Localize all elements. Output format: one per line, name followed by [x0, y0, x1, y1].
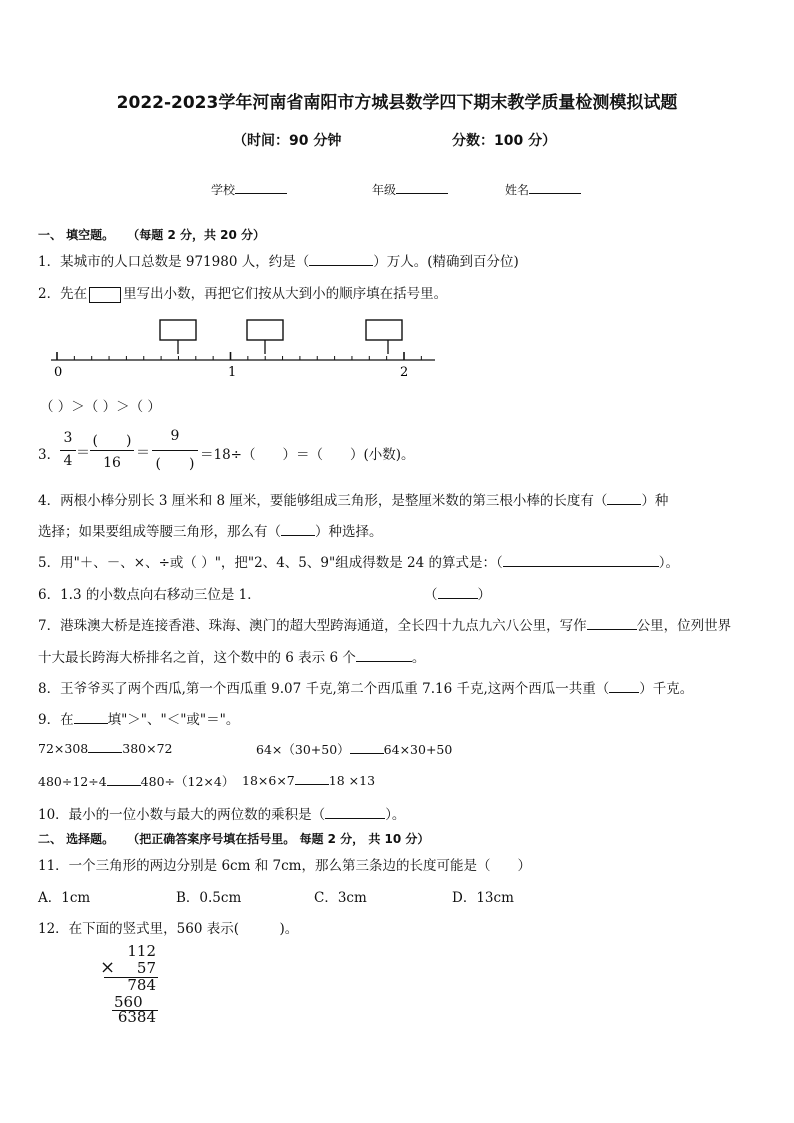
school-field[interactable] — [211, 181, 287, 198]
q9-r1c1-blank[interactable] — [88, 740, 122, 753]
q3-eq2: ＝ — [136, 445, 150, 461]
q3-frac2-den: 16 — [103, 455, 121, 471]
tick-label-0: 0 — [54, 365, 63, 380]
answer-box-3[interactable] — [366, 320, 402, 354]
answer-box-2[interactable] — [247, 320, 283, 354]
q9-r1c1-left: 72×308 — [38, 741, 89, 756]
q5-text-a: 5．用"＋、－、×、÷或（ ）"，把"2、4、5、9"组成得数是 24 的算式是：（ — [38, 555, 503, 571]
q7-text-a: 7．港珠澳大桥是连接香港、珠海、澳门的超大型跨海通道，全长四十九点九六八公里，写作 — [38, 618, 587, 634]
q9-text-a: 9．在 — [38, 712, 74, 728]
q11-option-d[interactable]: D．13cm — [452, 890, 514, 906]
q7-blank-2[interactable] — [356, 649, 412, 662]
q11-option-c[interactable]: C．3cm — [314, 890, 367, 906]
q6-text-b: （ — [424, 587, 438, 603]
name-label: 姓名 — [505, 183, 530, 197]
q9-r1c2-blank[interactable] — [350, 741, 384, 754]
q9-row2-col1 — [38, 772, 234, 790]
axis-ticks — [57, 352, 421, 360]
tick-label-2: 2 — [400, 365, 409, 380]
q10-text-a: 10．最小的一位小数与最大的两位数的乘积是（ — [38, 807, 326, 823]
q9-r2c1-right: 480÷（12×4） — [140, 774, 235, 789]
q6-blank[interactable] — [438, 586, 478, 599]
q3-frac2-num[interactable]: ( ) — [92, 433, 132, 449]
q2-text-a: 2．先在 — [38, 286, 88, 302]
partial-product-1: 784 — [127, 976, 156, 994]
question-7-line1 — [38, 614, 731, 634]
q4-text-a: 4．两根小棒分别长 3 厘米和 8 厘米，要能够组成三角形，是整厘米数的第三根小棒的长度有（ — [38, 493, 608, 509]
question-10 — [38, 803, 405, 823]
score-label: 分数：100 分） — [452, 133, 557, 149]
grade-blank[interactable] — [396, 181, 448, 194]
question-9 — [38, 708, 239, 728]
grade-field[interactable] — [372, 181, 448, 198]
time-label: （时间：90 分钟 — [233, 133, 342, 149]
q1-text-b: ）万人。(精确到百分位) — [373, 254, 519, 270]
tick-label-1: 1 — [228, 365, 237, 380]
mult-bottom: 57 — [136, 959, 156, 977]
question-6 — [38, 583, 261, 603]
q9-r1c1-right: 380×72 — [122, 741, 173, 756]
q9-r2c2-right: 18 ×13 — [328, 773, 376, 788]
school-blank[interactable] — [235, 181, 287, 194]
q3-eq1: ＝ — [76, 445, 90, 461]
q9-blank — [74, 711, 108, 724]
q6-text-c: ） — [477, 587, 491, 603]
q10-text-b: ）。 — [385, 807, 406, 823]
q7-text-b: 公里，位列世界 — [636, 618, 732, 634]
partial-product-2: 560 — [114, 993, 143, 1011]
question-4-line1 — [38, 489, 668, 509]
q9-r1c2-right: 64×30+50 — [383, 742, 453, 757]
q3-rest[interactable]: ＝18÷（ ）＝（ ）(小数)。 — [200, 447, 415, 463]
q6-text-a: 6．1.3 的小数点向右移动三位是 1． — [38, 587, 261, 603]
q4-text-c: 选择；如果要组成等腰三角形，那么有（ — [38, 524, 281, 540]
q9-r2c1-left: 480÷12÷4 — [38, 774, 107, 789]
q4-text-d: ）种选择。 — [315, 524, 383, 540]
section2-note: （把正确答案序号填在括号里。 每题 2 分， 共 10 分） — [127, 832, 430, 846]
question-1 — [38, 250, 519, 270]
q3-frac3-den[interactable]: ( ) — [155, 456, 195, 472]
q7-text-c: 十大最长跨海大桥排名之首，这个数中的 6 表示 6 个 — [38, 650, 356, 666]
section2-heading: 二、 选择题。 — [38, 832, 115, 846]
exam-title: 2022-2023学年河南省南阳市方城县数学四下期末教学质量检测模拟试题 — [116, 93, 678, 113]
q3-frac3-num: 9 — [170, 428, 180, 444]
q1-text-a: 1．某城市的人口总数是 971980 人，约是（ — [38, 254, 310, 270]
q5-blank[interactable] — [503, 554, 659, 567]
section1-heading: 一、 填空题。 — [38, 228, 115, 242]
q3-number: 3． — [38, 447, 61, 463]
final-product: 6384 — [117, 1008, 156, 1026]
q3-frac1-num: 3 — [63, 430, 73, 446]
q8-blank[interactable] — [609, 680, 639, 693]
school-label: 学校 — [211, 183, 236, 197]
question-2 — [38, 282, 447, 303]
q2-text-b: 里写出小数，再把它们按从大到小的顺序填在括号里。 — [123, 286, 448, 302]
q9-r2c2-left: 18×6×7 — [242, 773, 295, 788]
grade-label: 年级 — [372, 183, 397, 197]
q11-option-b[interactable]: B．0.5cm — [176, 890, 242, 906]
q4-text-b: ）种 — [641, 493, 669, 509]
section2-header — [38, 828, 429, 847]
q3-frac1-bar — [60, 450, 76, 451]
q8-text-b: ）千克。 — [639, 681, 694, 697]
q8-text-a: 8．王爷爷买了两个西瓜,第一个西瓜重 9.07 千克,第二个西瓜重 7.16 千克,这两个西瓜一共重（ — [38, 681, 610, 697]
name-field[interactable] — [505, 181, 581, 198]
q3-frac3-bar — [152, 450, 198, 451]
q11-option-a[interactable]: A．1cm — [38, 890, 91, 906]
q7-blank-1[interactable] — [587, 617, 637, 630]
question-8 — [38, 677, 693, 697]
q3-frac1-den: 4 — [63, 453, 73, 469]
question-11: 11．一个三角形的两边分别是 6cm 和 7cm，那么第三条边的长度可能是（ ） — [38, 858, 531, 874]
name-blank[interactable] — [529, 181, 581, 194]
q10-blank[interactable] — [325, 806, 385, 819]
times-sign: × — [100, 957, 116, 978]
q1-blank[interactable] — [309, 253, 373, 266]
answer-box-1[interactable] — [160, 320, 196, 354]
q5-text-b: ）。 — [658, 555, 679, 571]
q9-r1c2-left: 64×（30+50） — [256, 742, 350, 757]
q9-r2c2-blank[interactable] — [295, 772, 329, 785]
question-7-line2 — [38, 646, 425, 666]
mult-top: 112 — [127, 942, 156, 960]
q2-ordering[interactable]: （ ）＞（ ）＞（ ） — [40, 399, 161, 415]
section1-note: （每题 2 分，共 20 分） — [127, 228, 266, 242]
q9-row1-col2 — [256, 740, 452, 758]
q4-blank-1[interactable] — [607, 492, 641, 505]
question-4-line2 — [38, 520, 383, 540]
number-line — [45, 314, 445, 380]
q9-text-b: 填"＞"、"＜"或"＝"。 — [107, 712, 240, 728]
q2-box — [89, 287, 121, 303]
q9-r2c1-blank[interactable] — [107, 773, 141, 786]
q7-text-d: 。 — [411, 650, 426, 666]
question-5 — [38, 551, 679, 571]
question-12: 12．在下面的竖式里，560 表示( )。 — [38, 921, 299, 937]
question-6-answer — [424, 583, 491, 603]
q9-row1-col1 — [38, 740, 173, 756]
section1-header — [38, 224, 265, 243]
q4-blank-2[interactable] — [281, 523, 315, 536]
q9-row2-col2 — [242, 772, 375, 788]
q3-frac2-bar — [90, 450, 134, 451]
